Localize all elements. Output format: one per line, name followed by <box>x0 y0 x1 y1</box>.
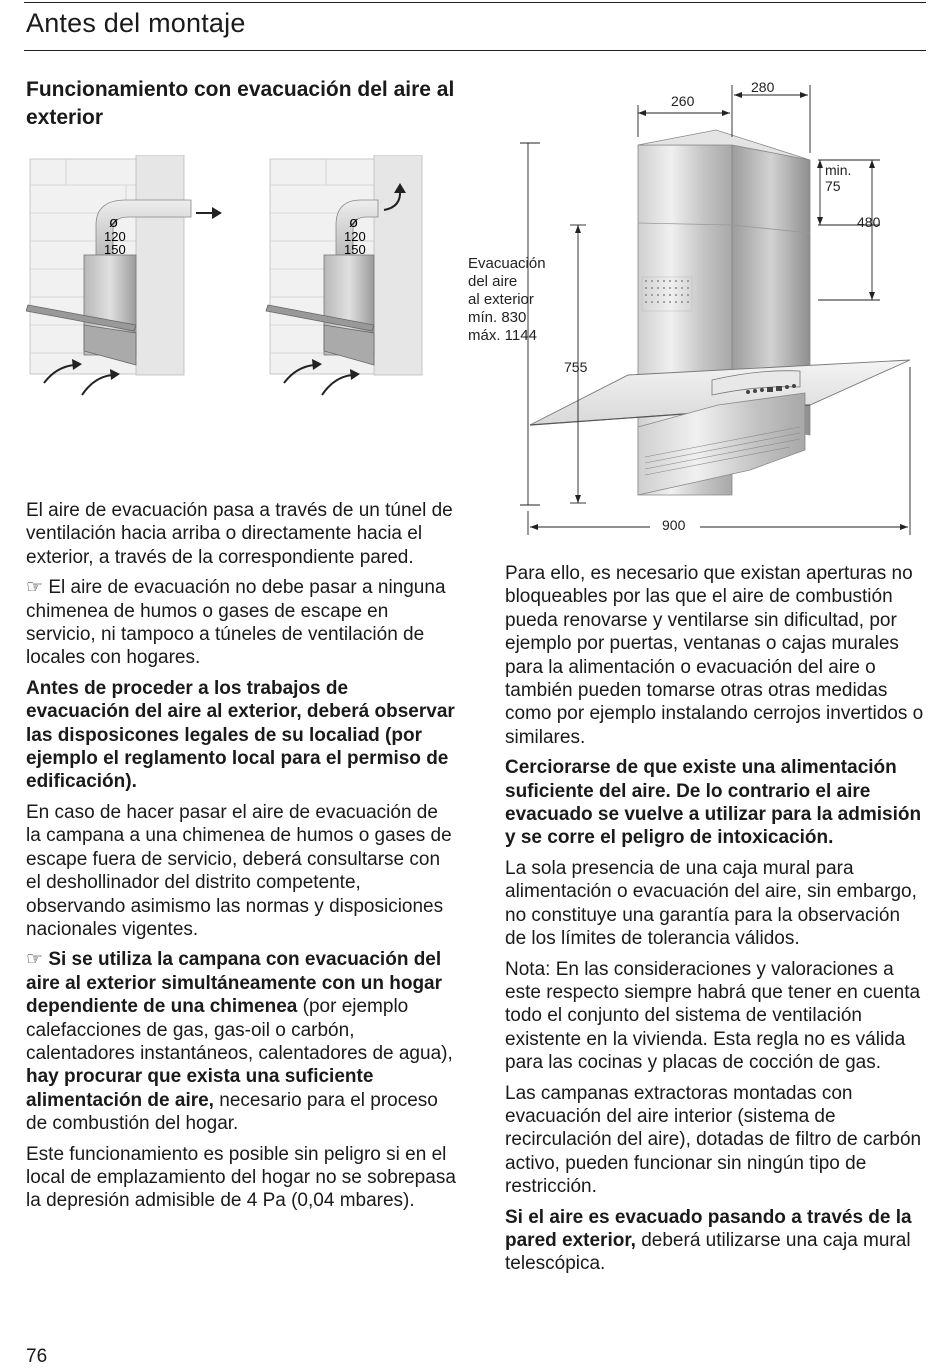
paragraph-openings: Para ello, es necesario que existan aperturas no bloqueables por las que el aire de combustión pueda renovarse y ventilarse sin dificultad, por ejemplo por puertas, ventanas o cajas murales para la alimentación o evacuación del aire o también pueden tomarse otras otras medidas como por ejemplo instalando cerrojos invertidos o similares. <box>505 563 924 748</box>
dim-150-2: 150 <box>344 242 366 257</box>
note-simultaneous-use: ☞ Si se utiliza la campana con evacuación del aire al exterior simultáneamente con un hogar dependiente de una chimenea (por ejemplo calefacciones de gas, gas-oil o carbón, calentadores instantáneos, calentadores de agua), hay procurar que exista una suficiente alimentación de aire, necesario para el proceso de combustión del hogar. <box>26 949 453 1135</box>
dim-755: 755 <box>564 359 588 375</box>
dim-260: 260 <box>671 93 695 109</box>
note-chimney: ☞ El aire de evacuación no debe pasar a ninguna chimenea de humos o gases de escape en servicio, ni tampoco a túneles de ventilación de locales con hogares. <box>26 577 446 669</box>
dim-280: 280 <box>751 79 775 95</box>
svg-text:al exterior: al exterior <box>468 291 534 308</box>
paragraph-recirculation: Las campanas extractoras montadas con evacuación del aire interior (sistema de recirculación del aire), dotadas de filtro de carbón activo, pueden funcionar sin ningún tipo de restricción. <box>505 1082 922 1198</box>
pointing-hand-icon: ☞ <box>26 949 44 971</box>
pointing-hand-icon: ☞ <box>26 577 44 599</box>
dim-900: 900 <box>662 517 686 533</box>
header-bottom-rule <box>24 50 926 51</box>
paragraph-intro: El aire de evacuación pasa a través de un túnel de ventilación hacia arriba o directamente hacia el exterior, a través de la correspondiente pared. <box>26 500 453 568</box>
diameter-symbol-1: ø <box>109 214 119 231</box>
header-top-rule <box>24 2 926 3</box>
svg-text:mín. 830: mín. 830 <box>468 309 527 326</box>
paragraph-pressure-limit: Este funcionamiento es posible sin peligro si en el local de emplazamiento del hogar no se sobrepasa la depresión admisible de 4 Pa (0,04 mbares). <box>26 1143 456 1212</box>
svg-text:del aire: del aire <box>468 273 518 290</box>
dim-75: 75 <box>825 178 841 194</box>
dim-120-1: 120 <box>104 229 126 244</box>
right-column <box>505 562 925 1283</box>
svg-text:Evacuación: Evacuación <box>468 255 546 272</box>
paragraph-note: Nota: En las consideraciones y valoraciones a este respecto siempre habrá que tener en cuenta todo el conjunto del sistema de ventilación existente en la vivienda. Esta regla no es válida para las cocinas y placas de cocción de gas. <box>505 958 921 1074</box>
section-title: Funcionamiento con evacuación del aire al exterior <box>26 78 455 129</box>
dim-150-1: 150 <box>104 242 126 257</box>
page-header-title: Antes del montaje <box>26 8 246 38</box>
installation-illustrations <box>26 155 446 400</box>
left-column <box>26 499 456 1220</box>
hood-dimension-drawing <box>460 75 930 540</box>
paragraph-legal-warning: Antes de proceder a los trabajos de evacuación del aire al exterior, deberá observar las disposicones legales de su localiad (por ejemplo el reglamento local para el permiso de edificación). <box>26 677 455 793</box>
illustration-roof-exit <box>266 155 422 395</box>
paragraph-chimney-sweep: En caso de hacer pasar el aire de evacuación de la campana a una chimenea de humos o gases de escape fuera de servicio, deberá consultarse con el deshollinador del distrito competente, observando asimismo las normas y disposiciones nacionales vigentes. <box>26 801 452 940</box>
paragraph-air-supply-warning: Cerciorarse de que existe una alimentación suficiente del aire. De lo contrario el aire evacuado se vuelve a utilizar para la admisión y se corre el peligro de intoxicación. <box>505 757 922 849</box>
exhaust-caption <box>468 255 546 344</box>
diameter-symbol-2: ø <box>349 214 359 231</box>
paragraph-telescopic-box: Si el aire es evacuado pasando a través de la pared exterior, deberá utilizarse una caja mural telescópica. <box>505 1206 912 1275</box>
dim-480: 480 <box>857 214 881 230</box>
paragraph-wall-box: La sola presencia de una caja mural para alimentación o evacuación del aire, sin embargo, no constituye una garantía para la observación de los límites de tolerancia válidos. <box>505 857 917 950</box>
dim-min-label: min. <box>825 162 852 178</box>
dim-120-2: 120 <box>344 229 366 244</box>
illustration-wall-exit <box>26 155 222 395</box>
page-number: 76 <box>26 1346 48 1367</box>
svg-text:máx. 1144: máx. 1144 <box>468 327 537 344</box>
